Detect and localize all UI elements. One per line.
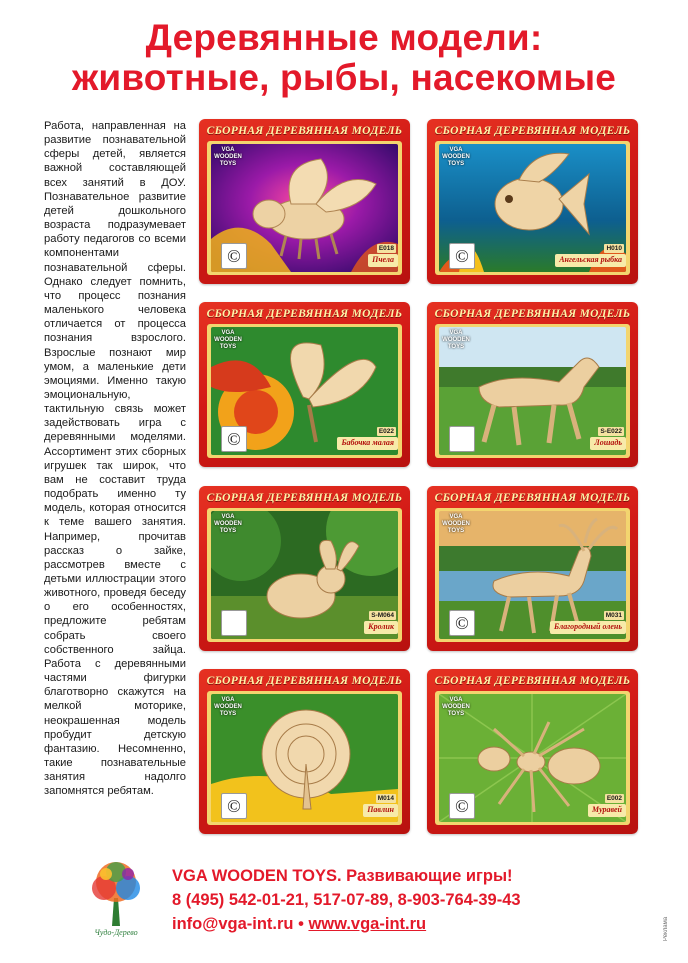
brand-mark: VGA WOODEN TOYS (442, 330, 470, 350)
product-name: Благородный олень (550, 621, 626, 634)
product-code: S-E022 (600, 428, 622, 435)
card-banner: СБОРНАЯ ДЕРЕВЯННАЯ МОДЕЛЬ (206, 675, 403, 687)
product-card-peacock[interactable] (199, 669, 410, 834)
product-name: Кролик (364, 621, 398, 634)
copyright-mark: © (449, 793, 475, 819)
product-code: E002 (606, 795, 622, 802)
product-card-butterfly[interactable] (199, 302, 410, 467)
product-name: Павлин (363, 804, 398, 817)
product-name: Пчела (368, 254, 398, 267)
card-banner: СБОРНАЯ ДЕРЕВЯННАЯ МОДЕЛЬ (434, 492, 631, 504)
tree-logo-icon (76, 858, 156, 928)
contacts-block (172, 864, 632, 936)
product-card-bee[interactable] (199, 119, 410, 284)
product-name: Ангельская рыбка (555, 254, 626, 267)
copyright-mark: © (221, 793, 247, 819)
separator-dot: • (293, 915, 309, 933)
card-banner: СБОРНАЯ ДЕРЕВЯННАЯ МОДЕЛЬ (434, 675, 631, 687)
product-code: M014 (377, 795, 394, 802)
copyright-mark: © (449, 243, 475, 269)
product-card-fish[interactable] (427, 119, 638, 284)
logo-text: Чудо-Дерево (94, 928, 138, 937)
page-title-line-2: животные, рыбы, насекомые (71, 56, 617, 98)
copyright-mark: © (449, 610, 475, 636)
page-title (0, 18, 688, 98)
brand-mark: VGA WOODEN TOYS (442, 697, 470, 717)
brand-mark: VGA WOODEN TOYS (214, 514, 242, 534)
product-code: H010 (606, 245, 622, 252)
phone-line: 8 (495) 542-01-21, 517-07-89, 8-903-764-39-43 (172, 891, 521, 909)
card-banner: СБОРНАЯ ДЕРЕВЯННАЯ МОДЕЛЬ (434, 125, 631, 137)
product-name: Лошадь (590, 437, 626, 450)
copyright-mark (449, 426, 475, 452)
company-line: VGA WOODEN TOYS. Развивающие игры! (172, 867, 513, 885)
copyright-mark (221, 610, 247, 636)
copyright-mark: © (221, 426, 247, 452)
brand-mark: VGA WOODEN TOYS (442, 147, 470, 167)
web-line (172, 912, 632, 936)
product-code: E018 (378, 245, 394, 252)
ad-label: Реклама (663, 916, 669, 941)
product-card-horse[interactable] (427, 302, 638, 467)
card-banner: СБОРНАЯ ДЕРЕВЯННАЯ МОДЕЛЬ (206, 492, 403, 504)
page-title-line-1: Деревянные модели: (145, 17, 543, 58)
card-banner: СБОРНАЯ ДЕРЕВЯННАЯ МОДЕЛЬ (206, 308, 403, 320)
product-name: Муравей (588, 804, 626, 817)
product-card-deer[interactable] (427, 486, 638, 651)
product-name: Бабочка малая (337, 437, 398, 450)
copyright-mark: © (221, 243, 247, 269)
card-banner: СБОРНАЯ ДЕРЕВЯННАЯ МОДЕЛЬ (206, 125, 403, 137)
product-card-ant[interactable] (427, 669, 638, 834)
brand-mark: VGA WOODEN TOYS (214, 330, 242, 350)
brand-mark: VGA WOODEN TOYS (214, 147, 242, 167)
brand-mark: VGA WOODEN TOYS (214, 697, 242, 717)
website-link[interactable]: www.vga-int.ru (308, 915, 427, 933)
product-code: S-M064 (371, 612, 394, 619)
card-banner: СБОРНАЯ ДЕРЕВЯННАЯ МОДЕЛЬ (434, 308, 631, 320)
email-link[interactable]: info@vga-int.ru (172, 915, 294, 933)
brand-mark: VGA WOODEN TOYS (442, 514, 470, 534)
product-code: M031 (605, 612, 622, 619)
product-card-rabbit[interactable] (199, 486, 410, 651)
article-text: Работа, направленная на развитие познавательной сферы детей, является важной составляющей всех занятий в ДОУ. Познавательное развитие детей дошкольного возраста подразумевает работу педагогов со всеми компонентами познавательной сферы. Однако следует помнить, что процесс познания маленького человека отличается от процесса познания взрослого. Взрослые познают мир умом, а маленькие дети эмоциями. Именно такую эмоциональную, тактильную связь может задействовать игра с деревянными моделями. Ассортимент этих сборных игрушек так широк, что вам не составит труда подобрать именно ту модель, которая относится к теме вашего занятия. Например, прочитав рассказ о зайке, рассмотрев вместе с детьми иллюстрации этого животного, проведя беседу о его особенностях, предложите ребятам собрать своего собственного зайца. Работа с деревянными частями фигурки благотворно скажутся на мелкой моторике, неокрашенная модель пробудит детскую фантазию. Несомненно, такие познавательные занятия надолго запомнятся ребятам. (44, 120, 186, 798)
product-code: E022 (378, 428, 394, 435)
company-logo (76, 858, 156, 940)
